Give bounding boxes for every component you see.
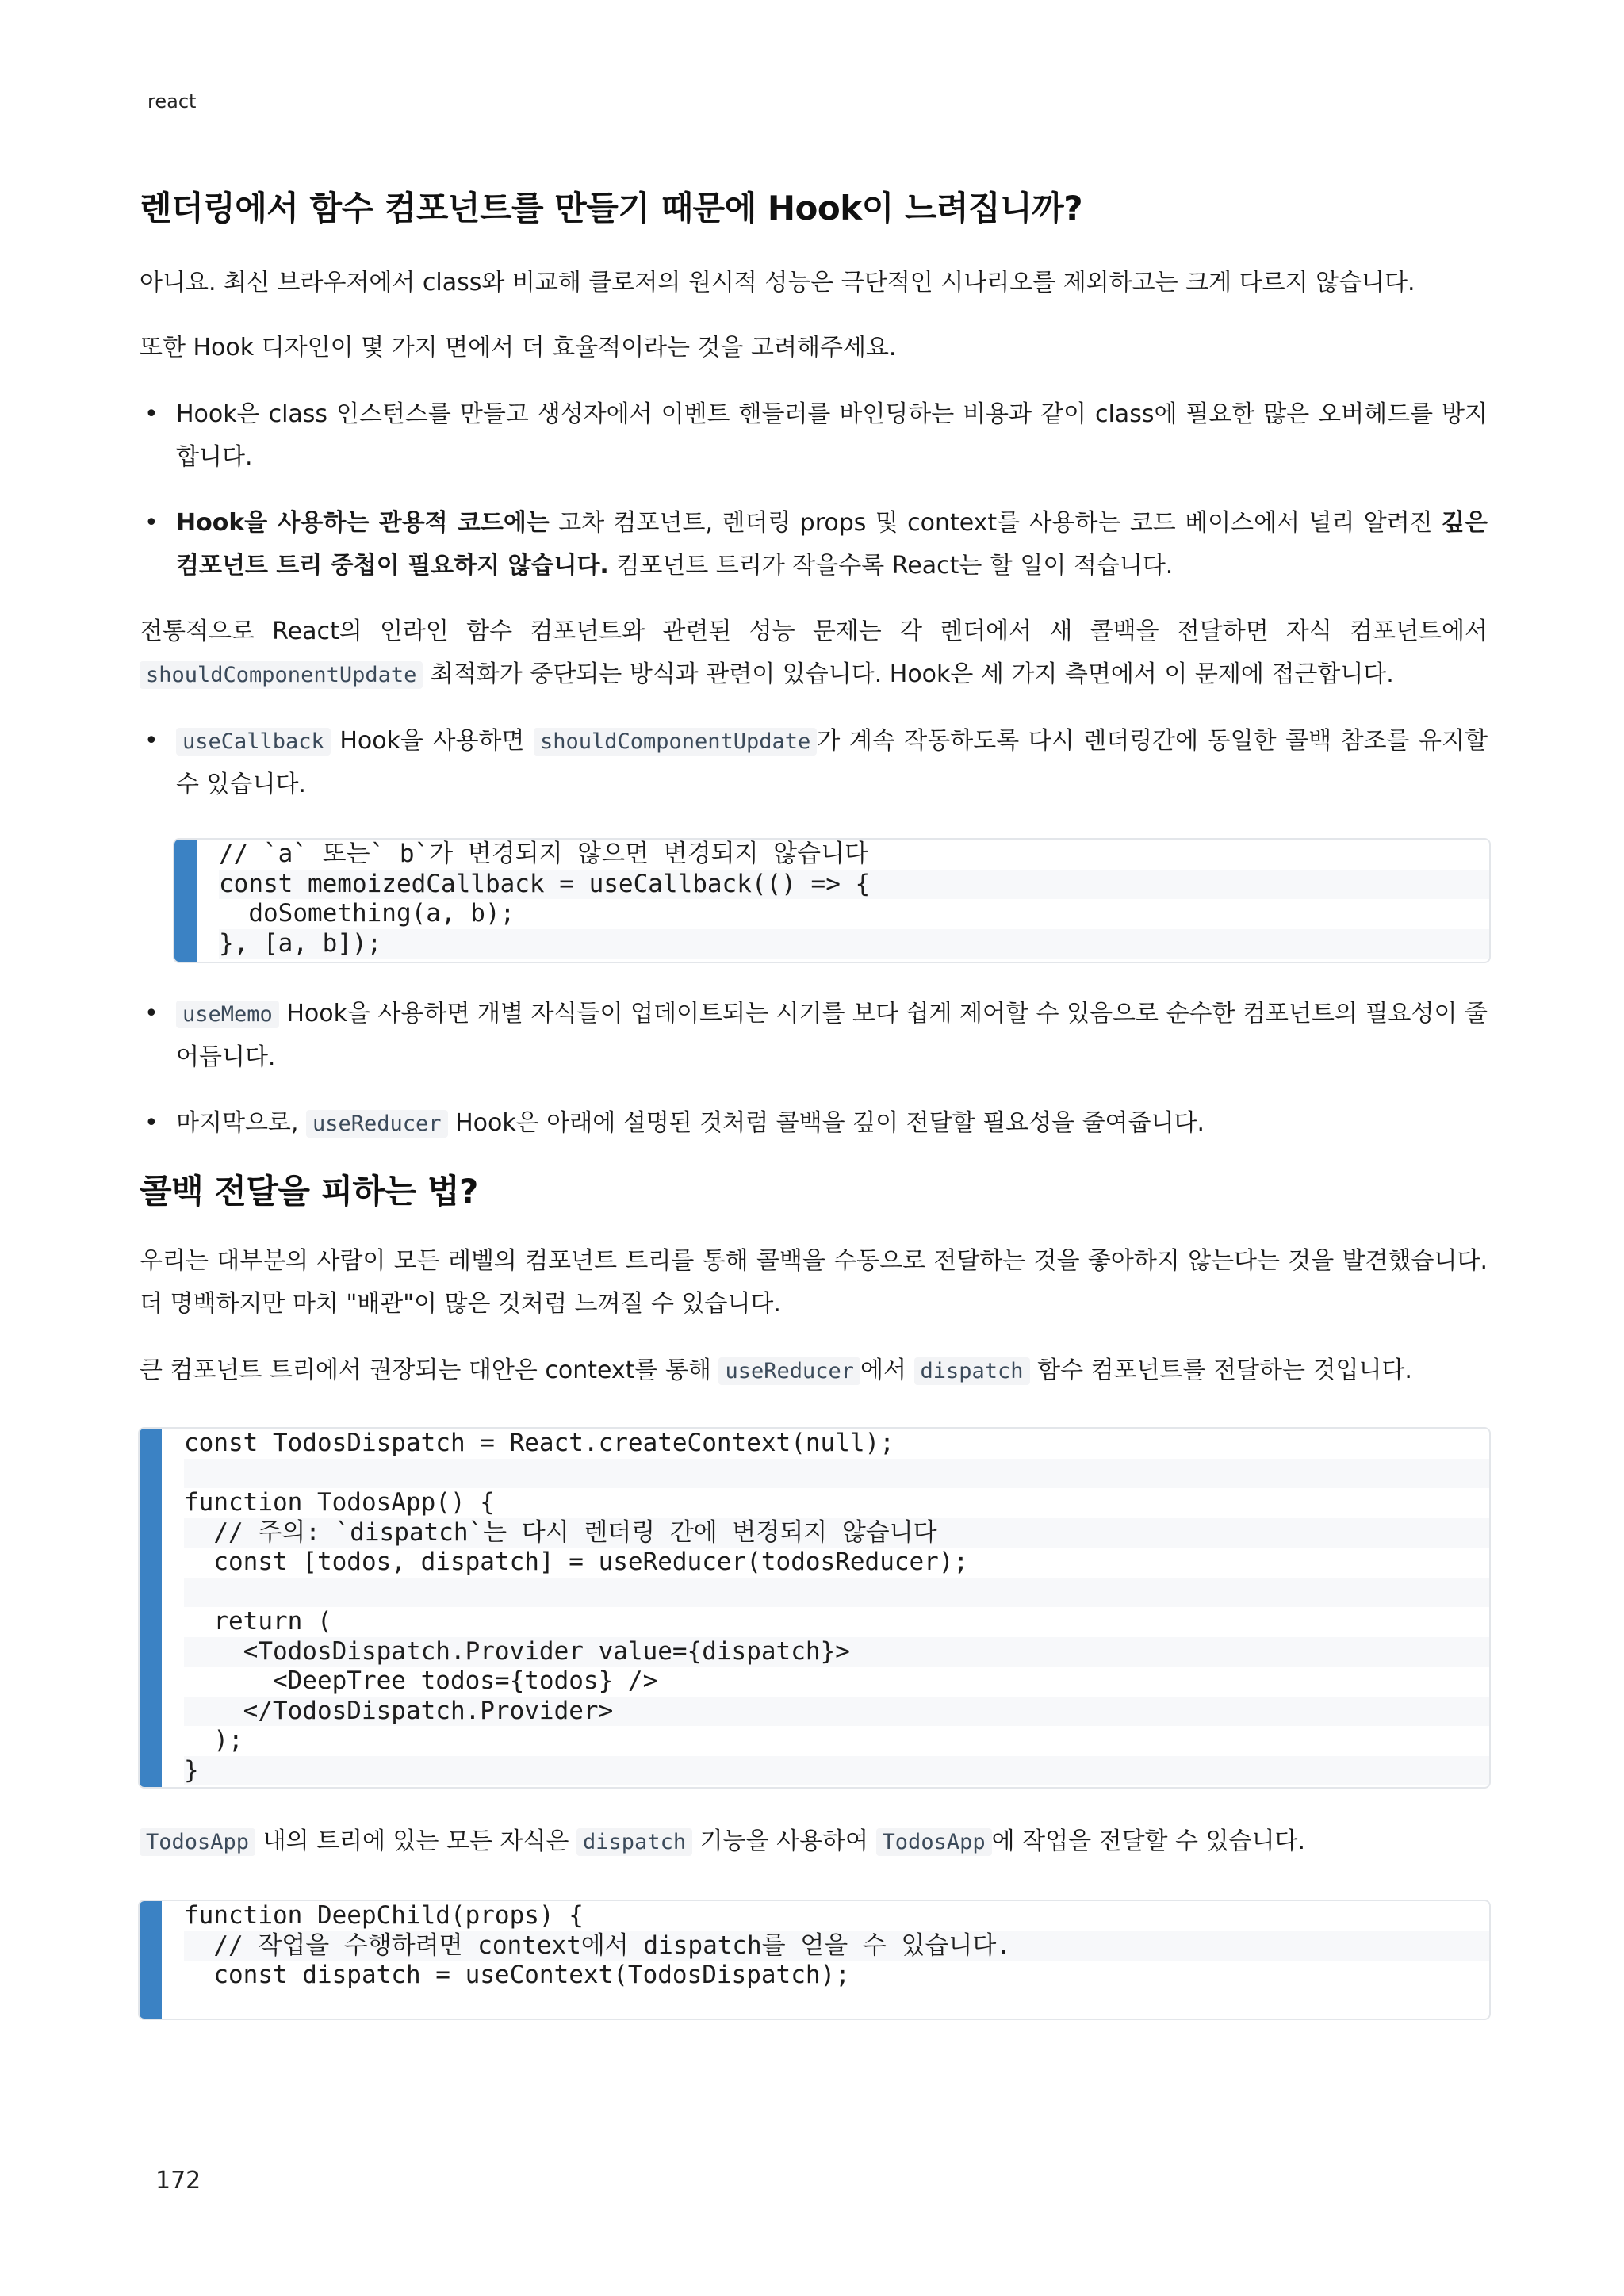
list-item [140, 1102, 1488, 1146]
text: 에서 [860, 1357, 914, 1384]
code-line: ); [184, 1726, 243, 1755]
text: Hook을 사용하면 개별 자식들이 업데이트되는 시기를 보다 쉽게 제어할 수 있음으로 순수한 컴포넌트의 필요성이 줄어듭니다. [176, 1000, 1488, 1071]
code-lines [140, 1901, 1489, 1991]
inline-code: shouldComponentUpdate [140, 661, 423, 689]
inline-code: dispatch [914, 1357, 1030, 1385]
inline-code: TodosApp [876, 1828, 992, 1856]
inline-code: useReducer [306, 1110, 448, 1138]
bullet-list [140, 720, 1488, 806]
inline-code: TodosApp [140, 1828, 255, 1856]
code-line: function DeepChild(props) { [184, 1901, 584, 1930]
running-header: react [147, 90, 197, 113]
code-block-deep-child [138, 1900, 1491, 2020]
code-line: const [todos, dispatch] = useReducer(todosReducer); [184, 1548, 969, 1576]
text: 가 계속 작동하도록 다시 렌더링간에 동일한 콜백 참조를 유지할 수 있습니다. [176, 727, 1488, 798]
inline-code: useReducer [718, 1357, 860, 1385]
page-number: 172 [155, 2167, 201, 2195]
bold-text: Hook을 사용하는 관용적 코드에는 [176, 509, 550, 537]
list-item: • Hook은 class 인스턴스를 만들고 생성자에서 이벤트 핸들러를 바인딩하는 비용과 같이 class에 필요한 많은 오버헤드를 방지합니다. [140, 393, 1488, 479]
paragraph: 우리는 대부분의 사람이 모든 레벨의 컴포넌트 트리를 통해 콜백을 수동으로 전달하는 것을 좋아하지 않는다는 것을 발견했습니다. 더 명백하지만 마치 "배관"이 많은 것처럼 느껴질 수 있습니다. [140, 1247, 1488, 1318]
code-block-use-callback [173, 838, 1491, 963]
code-line [184, 1459, 1489, 1489]
inline-code: useMemo [176, 1001, 279, 1028]
code-line [184, 1578, 1489, 1608]
list-item [140, 720, 1488, 806]
code-block-accent-bar [174, 840, 197, 962]
bullet-list [140, 1102, 1488, 1146]
text: 큰 컴포넌트 트리에서 권장되는 대안은 context를 통해 [140, 1357, 719, 1384]
paragraph: 또한 Hook 디자인이 몇 가지 면에서 더 효율적이라는 것을 고려해주세요. [140, 334, 897, 362]
text: 에 작업을 전달할 수 있습니다. [991, 1827, 1306, 1855]
code-line: const memoizedCallback = useCallback(() => { [219, 870, 1489, 900]
text: 최적화가 중단되는 방식과 관련이 있습니다. Hook은 세 가지 측면에서 이 문제에 접근합니다. [423, 660, 1394, 688]
text: Hook을 사용하면 [330, 727, 534, 755]
text: 마지막으로, [176, 1109, 306, 1137]
code-block-accent-bar [140, 1429, 162, 1787]
text: 내의 트리에 있는 모든 자식은 [255, 1827, 577, 1855]
code-line: // 주의: `dispatch`는 다시 렌더링 간에 변경되지 않습니다 [184, 1518, 1489, 1548]
bullet-list [140, 993, 1488, 1079]
code-line: const dispatch = useContext(TodosDispatch); [184, 1961, 850, 1989]
bullet-list [140, 393, 1488, 479]
text: Hook은 아래에 설명된 것처럼 콜백을 깊이 전달할 필요성을 줄여줍니다. [447, 1109, 1205, 1137]
paragraph [140, 1820, 1488, 1864]
code-block-todos-dispatch [138, 1427, 1491, 1789]
inline-code: shouldComponentUpdate [534, 728, 817, 756]
paragraph: 아니요. 최신 브라우저에서 class와 비교해 클로저의 원시적 성능은 극단적인 시나리오를 제외하고는 크게 다르지 않습니다. [140, 269, 1415, 297]
text: 컴포넌트 트리가 작을수록 React는 할 일이 적습니다. [608, 552, 1174, 580]
text: 전통적으로 React의 인라인 함수 컴포넌트와 관련된 성능 문제는 각 렌더에서 새 콜백을 전달하면 자식 컴포넌트에서 [140, 618, 1488, 645]
paragraph [140, 1349, 1488, 1393]
section-heading-hook-performance: 렌더링에서 함수 컴포넌트를 만들기 때문에 Hook이 느려집니까? [140, 189, 1083, 228]
code-block-accent-bar [140, 1901, 162, 2019]
code-lines [174, 840, 1489, 959]
section-heading-avoid-callbacks: 콜백 전달을 피하는 법? [140, 1172, 478, 1211]
text: 고차 컴포넌트, 렌더링 props 및 context를 사용하는 코드 베이스에서 널리 알려진 [549, 509, 1442, 537]
list-item [140, 502, 1488, 587]
inline-code: useCallback [176, 728, 331, 756]
code-line: // `a` 또는` b`가 변경되지 않으면 변경되지 않습니다 [219, 840, 868, 868]
code-line: </TodosDispatch.Provider> [184, 1697, 1489, 1727]
code-line: <TodosDispatch.Provider value={dispatch}> [184, 1637, 1489, 1667]
bold-text: 깊은 컴포넌트 트리 중첩이 필요하지 않습니다. [176, 509, 1488, 580]
code-line: function TodosApp() { [184, 1488, 495, 1517]
code-line: // 작업을 수행하려면 context에서 dispatch를 얻을 수 있습니다. [184, 1931, 1489, 1961]
list-item [140, 993, 1488, 1079]
text: 함수 컴포넌트를 전달하는 것입니다. [1029, 1357, 1412, 1384]
bullet-list [140, 502, 1488, 587]
paragraph [140, 610, 1488, 697]
code-line: } [184, 1756, 1489, 1786]
inline-code: dispatch [576, 1828, 692, 1856]
code-line: <DeepTree todos={todos} /> [184, 1667, 658, 1695]
text: 기능을 사용하여 [692, 1827, 876, 1855]
code-line: doSomething(a, b); [219, 899, 515, 928]
code-lines [140, 1429, 1489, 1785]
code-line: return ( [184, 1607, 332, 1636]
code-line: }, [a, b]); [219, 929, 1489, 959]
code-line: const TodosDispatch = React.createContext(null); [184, 1429, 894, 1457]
